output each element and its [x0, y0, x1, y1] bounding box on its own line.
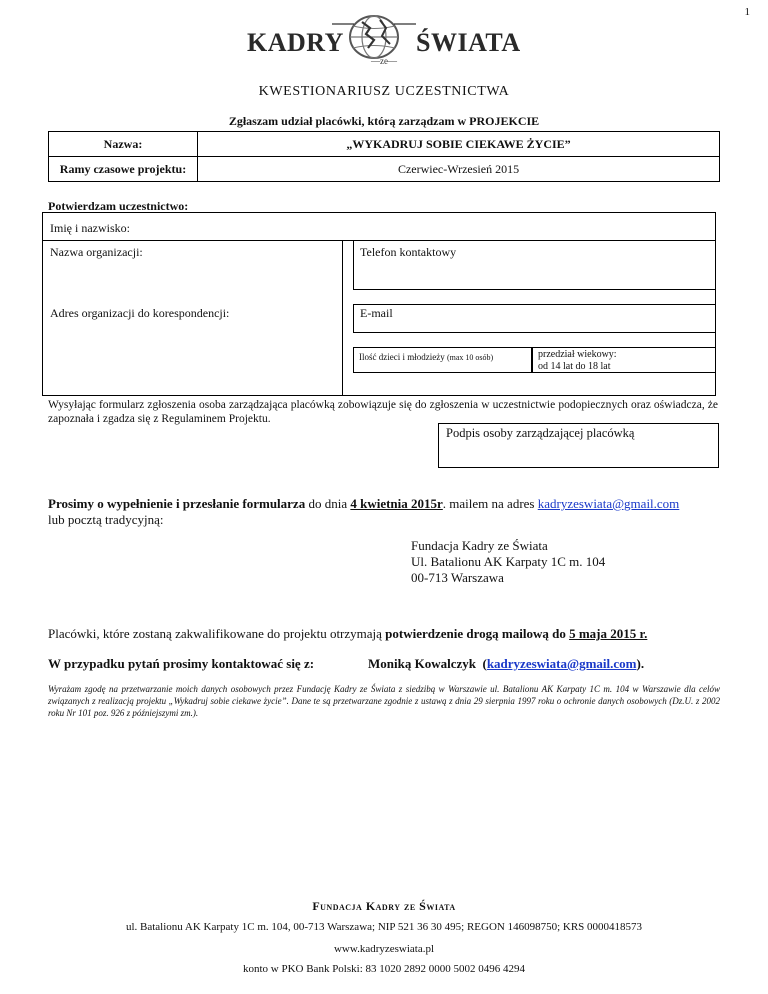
- postal-address: [411, 538, 605, 586]
- request-after: . mailem na adres: [442, 496, 538, 511]
- request-bold: Prosimy o wypełnienie i przesłanie formularza: [48, 496, 306, 511]
- declaration-text: Wysyłając formularz zgłoszenia osoba zarządzająca placówką zobowiązuje się do zgłoszenia w uczestnictwie podopiecznych oraz oświadcza, że zapoznała i zgadza się z Regulaminem Projektu.: [48, 399, 718, 425]
- signature-label: Podpis osoby zarządzającej placówką: [446, 426, 635, 440]
- phone-field-label: Telefon kontaktowy: [360, 245, 457, 259]
- footer-organization: Fundacja Kadry ze Świata: [312, 899, 456, 913]
- intro-text: Zgłaszam udział placówki, którą zarządzam w PROJEKCIE: [228, 114, 540, 128]
- name-field-label[interactable]: Imię i nazwisko:: [50, 221, 130, 235]
- logo-text-right: ŚWIATA: [416, 28, 521, 57]
- logo-text-small: —ze—: [371, 56, 397, 66]
- page-number: 1: [744, 6, 750, 18]
- footer-website[interactable]: www.kadryzeswiata.pl: [333, 943, 435, 955]
- project-time-row: [49, 157, 720, 182]
- address-line: Ul. Batalionu AK Karpaty 1C m. 104: [411, 554, 606, 569]
- qualification-date: 5 maja 2015 r.: [569, 626, 648, 641]
- qualification-bold: potwierdzenie drogą mailową do: [385, 626, 570, 641]
- footer-address: ul. Batalionu AK Karpaty 1C m. 104, 00-713 Warszawa; NIP 521 36 30 495; REGON 146098750; KRS 0000418573: [125, 921, 643, 933]
- form-column-divider: [342, 240, 343, 396]
- project-time-value: Czerwiec-Wrzesień 2015: [198, 157, 720, 182]
- project-name-value: „WYKADRUJ SOBIE CIEKAWE ŻYCIE”: [198, 132, 720, 157]
- logo: [0, 0, 768, 72]
- request-paragraph: [48, 496, 728, 528]
- contact-email-link[interactable]: kadryzeswiata@gmail.com: [486, 656, 637, 671]
- age-range-field: [532, 347, 716, 373]
- document-title: KWESTIONARIUSZ UCZESTNICTWA: [258, 84, 510, 99]
- confirm-label: Potwierdzam uczestnictwo:: [48, 199, 189, 213]
- contact-person: Moniką Kowalczyk (kadryzeswiata@gmail.com).: [368, 656, 645, 671]
- contact-label: W przypadku pytań prosimy kontaktować się z:: [48, 656, 315, 671]
- project-name-label: Nazwa:: [49, 132, 198, 157]
- project-time-label: Ramy czasowe projektu:: [49, 157, 198, 182]
- children-count-field[interactable]: [353, 347, 532, 373]
- globe-icon: [332, 14, 416, 60]
- children-count-hint: (max 10 osób): [446, 353, 494, 362]
- children-count-label: Ilość dzieci i młodzieży: [359, 352, 445, 362]
- logo-text-left: KADRY: [247, 28, 344, 57]
- qualification-note: [48, 626, 647, 642]
- address-line: 00-713 Warszawa: [411, 570, 504, 585]
- project-table: [48, 131, 720, 182]
- address-field-label[interactable]: Adres organizacji do korespondencji:: [50, 306, 230, 320]
- request-deadline: 4 kwietnia 2015r: [350, 496, 443, 511]
- age-range-label: przedział wiekowy:: [538, 349, 617, 360]
- contact-name: Moniką Kowalczyk: [368, 656, 476, 671]
- address-line: Fundacja Kadry ze Świata: [411, 538, 548, 553]
- footer-bank-account: konto w PKO Bank Polski: 83 1020 2892 0000 5002 0496 4294: [242, 963, 526, 975]
- organization-field-label[interactable]: Nazwa organizacji:: [50, 245, 143, 259]
- email-field[interactable]: [353, 304, 716, 333]
- age-range-value: od 14 lat do 18 lat: [538, 361, 611, 372]
- request-email-link[interactable]: kadryzeswiata@gmail.com: [537, 496, 680, 511]
- data-consent-text: Wyrażam zgodę na przetwarzanie moich danych osobowych przez Fundację Kadry ze Świata z siedzibą w Warszawie ul. Batalionu AK Karpaty 1C m. 104 w Warszawie dla celów związanych z realizacją projektu „Wykadruj sobie ciekawe życie”. Dane te są przetwarzane zgodnie z ustawą z dnia 29 sierpnia 1997 roku o ochronie danych osobowych (Dz.U. z 2002 roku Nr 101 poz. 926 z późniejszymi zm.).: [48, 684, 720, 718]
- project-name-row: [49, 132, 720, 157]
- email-field-label: E-mail: [360, 306, 393, 320]
- request-line2: lub pocztą tradycyjną:: [48, 512, 164, 527]
- request-mid: do dnia: [305, 496, 351, 511]
- qualification-text: Placówki, które zostaną zakwalifikowane do projektu otrzymają: [48, 626, 386, 641]
